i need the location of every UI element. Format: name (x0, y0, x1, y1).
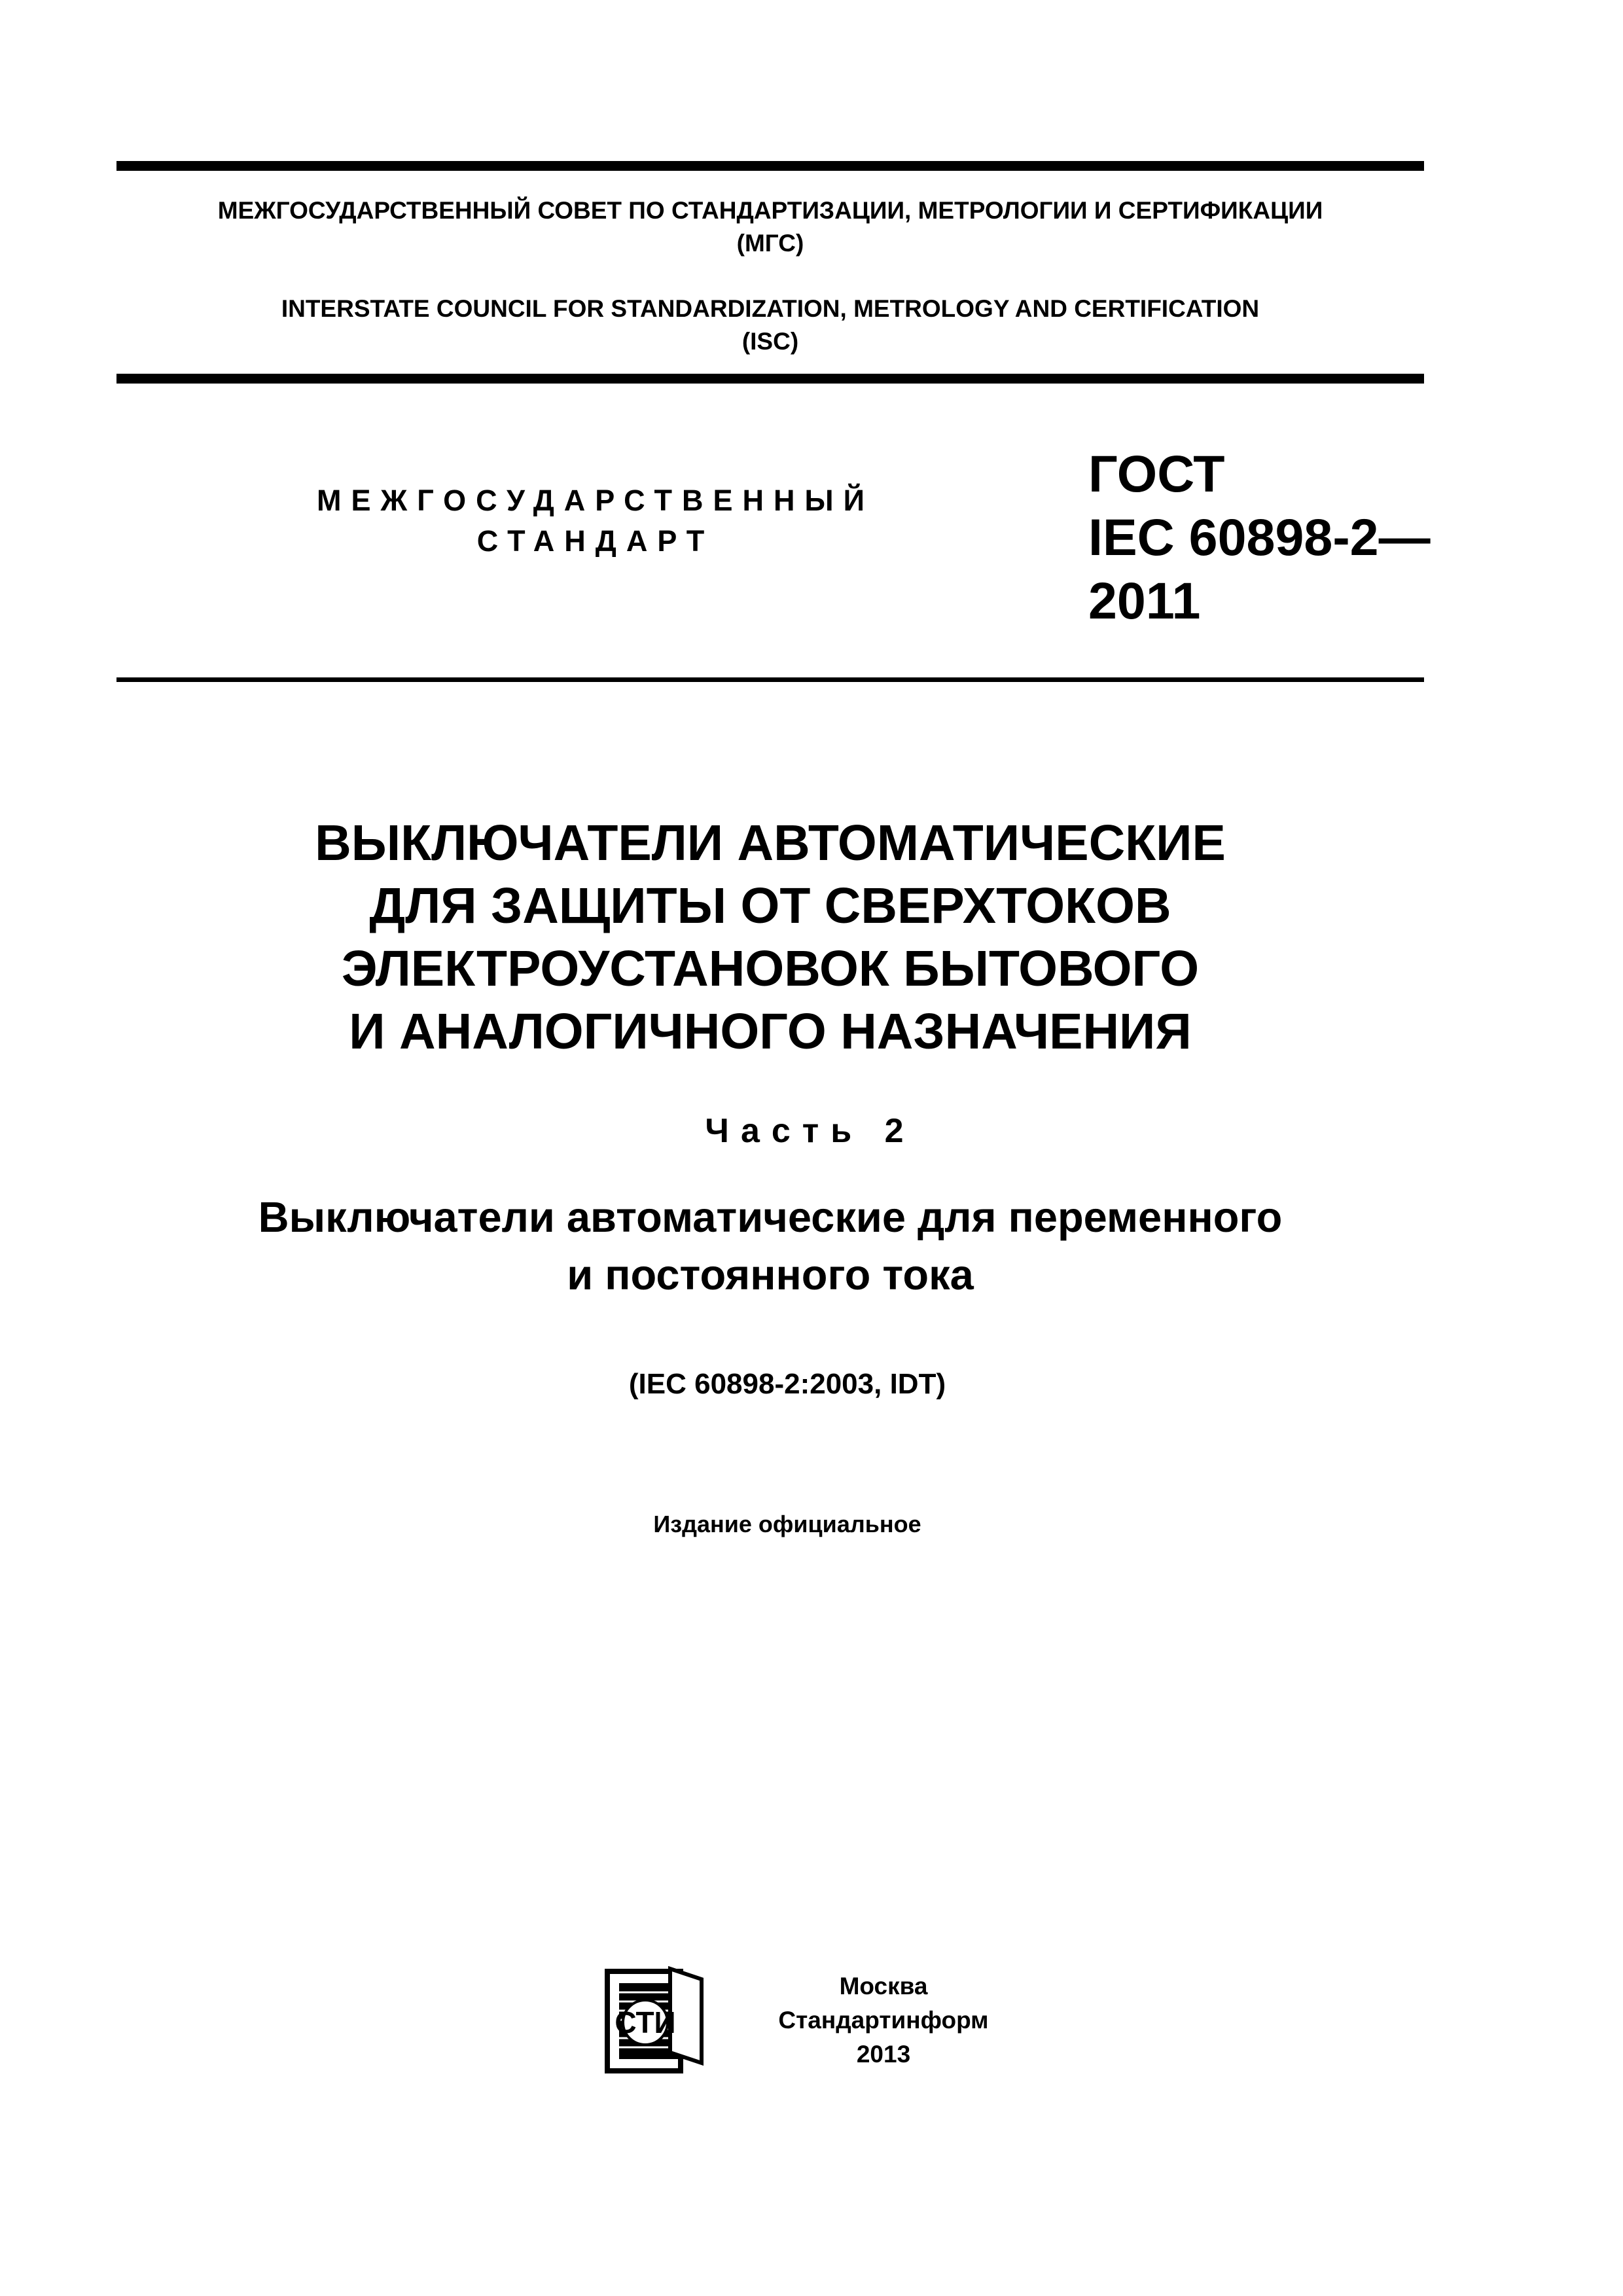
publisher-name: Стандартинформ (778, 2007, 989, 2034)
publisher-year: 2013 (856, 2041, 911, 2068)
title-line1: ВЫКЛЮЧАТЕЛИ АВТОМАТИЧЕСКИЕ (315, 815, 1226, 871)
title-line4: И АНАЛОГИЧНОГО НАЗНАЧЕНИЯ (349, 1003, 1192, 1060)
designation-line3: 2011 (1088, 571, 1201, 630)
logo-lettering: СТИ (615, 2005, 676, 2039)
top-rule (116, 161, 1424, 171)
designation-line1: ГОСТ (1088, 444, 1225, 503)
standard-type-line2: СТАНДАРТ (476, 524, 715, 558)
title-line2: ДЛЯ ЗАЩИТЫ ОТ СВЕРХТОКОВ (369, 878, 1171, 934)
council-ru-abbr: (МГС) (736, 230, 804, 257)
standard-designation (1088, 442, 1431, 632)
designation-line2: IEC 60898-2— (1088, 508, 1431, 566)
council-en-abbr: (ISC) (741, 328, 799, 355)
standard-type-line1: МЕЖГОСУДАРСТВЕННЫЙ (317, 484, 874, 517)
title-line3: ЭЛЕКТРОУСТАНОВОК БЫТОВОГО (341, 941, 1200, 997)
council-en-name: INTERSTATE COUNCIL FOR STANDARDIZATION, METROLOGY AND CERTIFICATION (281, 295, 1260, 322)
publisher-info (707, 1969, 1060, 2072)
standard-type (275, 480, 916, 562)
header-bottom-rule (116, 677, 1424, 682)
subtitle-line2: и постоянного тока (567, 1251, 974, 1299)
part-label: Часть 2 (705, 1112, 916, 1150)
document-subtitle (116, 1189, 1424, 1304)
edition-label: Издание официальное (653, 1511, 921, 1537)
publisher-city: Москва (839, 1973, 928, 2000)
logo-graphic (605, 1966, 704, 2076)
subtitle-line1: Выключатели автоматические для переменного (258, 1193, 1283, 1241)
council-bottom-rule (116, 374, 1424, 384)
document-title (116, 812, 1424, 1063)
council-ru-name: МЕЖГОСУДАРСТВЕННЫЙ СОВЕТ ПО СТАНДАРТИЗАЦИИ, МЕТРОЛОГИИ И СЕРТИФИКАЦИИ (217, 197, 1323, 224)
council-header (116, 194, 1424, 358)
standartinform-logo-icon (605, 1966, 704, 2079)
iec-reference: (IEC 60898-2:2003, IDT) (628, 1368, 946, 1400)
